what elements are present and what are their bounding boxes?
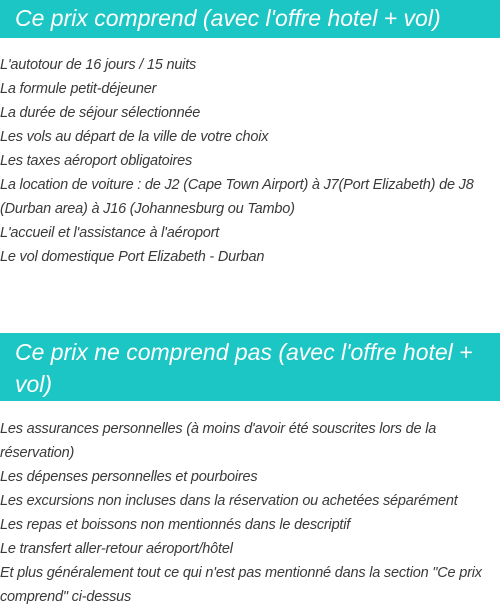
- included-item: L'accueil et l'assistance à l'aéroport: [0, 225, 220, 241]
- included-list: [0, 53, 500, 269]
- excluded-section-title: Ce prix ne comprend pas (avec l'offre hotel + vol): [0, 333, 500, 401]
- included-item: Le vol domestique Port Elizabeth - Durban: [0, 249, 265, 265]
- excluded-item: Et plus généralement tout ce qui n'est pas mentionné dans la section "Ce prix comprend" ci-dessus: [0, 565, 482, 605]
- excluded-item: Les dépenses personnelles et pourboires: [0, 469, 258, 485]
- included-item: La durée de séjour sélectionnée: [0, 105, 201, 121]
- excluded-item: Les assurances personnelles (à moins d'avoir été souscrites lors de la réservation): [0, 421, 437, 461]
- included-item: Les vols au départ de la ville de votre choix: [0, 129, 269, 145]
- included-item: La location de voiture : de J2 (Cape Town Airport) à J7(Port Elizabeth) de J8 (Durban area) à J16 (Johannesburg ou Tambo): [0, 177, 474, 217]
- included-item: La formule petit-déjeuner: [0, 81, 157, 97]
- included-item: Les taxes aéroport obligatoires: [0, 153, 193, 169]
- excluded-list: [0, 417, 500, 609]
- included-section-title: Ce prix comprend (avec l'offre hotel + vol): [0, 0, 500, 38]
- excluded-section: [0, 333, 500, 609]
- excluded-item: Les repas et boissons non mentionnés dans le descriptif: [0, 517, 351, 533]
- included-item: L'autotour de 16 jours / 15 nuits: [0, 57, 197, 73]
- excluded-item: Les excursions non incluses dans la réservation ou achetées séparément: [0, 493, 458, 509]
- excluded-item: Le transfert aller-retour aéroport/hôtel: [0, 541, 233, 557]
- included-section: [0, 0, 500, 269]
